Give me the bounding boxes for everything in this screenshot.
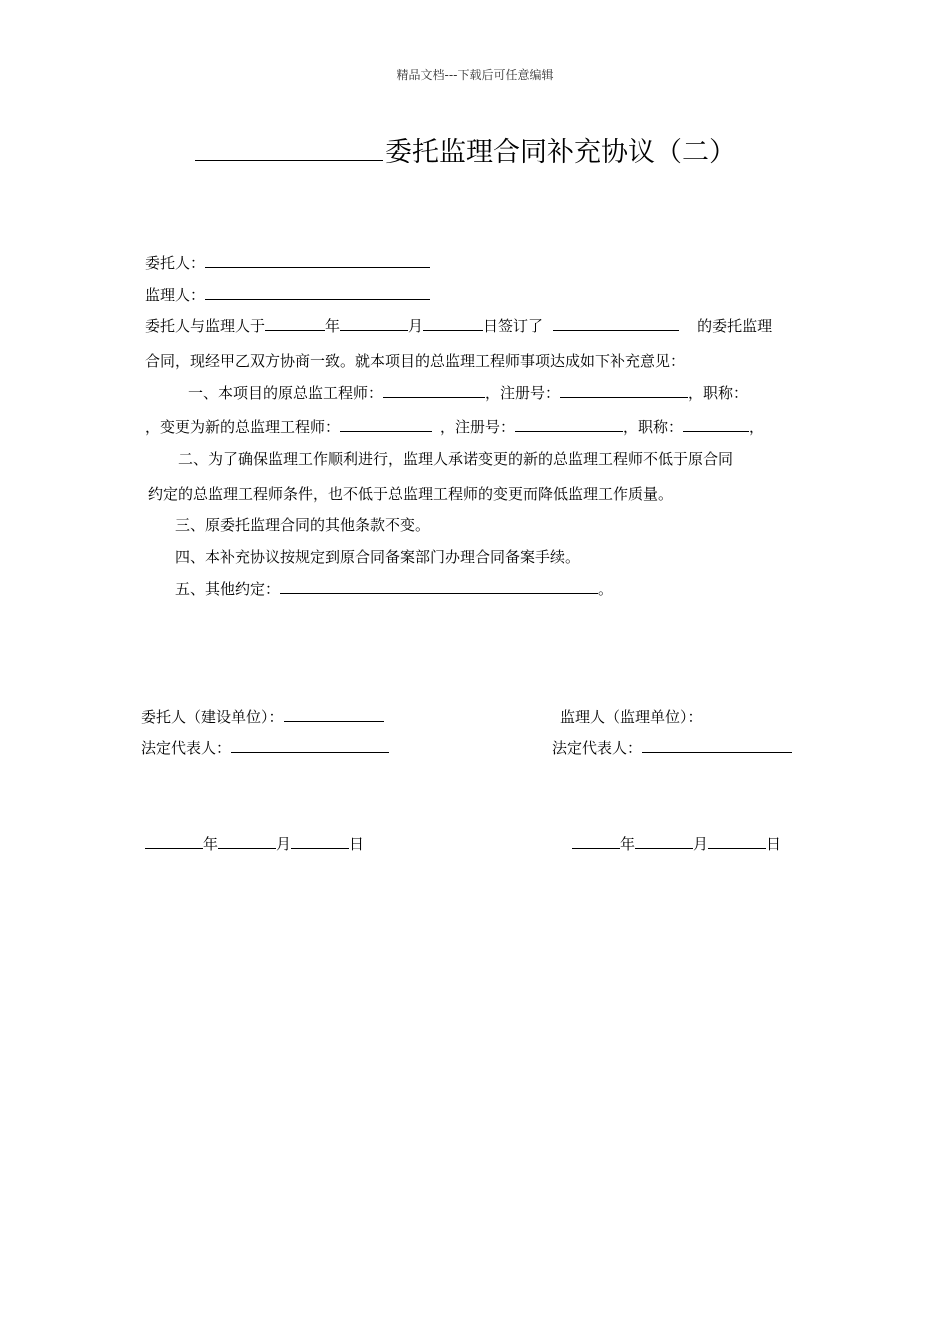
day-signed-label: 日签订了 <box>483 317 544 335</box>
supervisor-date-line <box>572 833 781 854</box>
supervisor-day-blank[interactable] <box>708 847 766 849</box>
client-label: 委托人： <box>145 254 206 272</box>
clause-5-prefix: 五、其他约定： <box>175 580 281 598</box>
client-rep-label: 法定代表人： <box>141 739 232 757</box>
client-blank[interactable] <box>205 266 430 268</box>
clause-1-end: ， <box>749 418 765 436</box>
client-day-label: 日 <box>349 835 365 853</box>
client-party-label: 委托人（建设单位）： <box>141 708 284 726</box>
new-reg-blank[interactable] <box>515 430 623 432</box>
intro-suffix: 的委托监理 <box>697 317 773 335</box>
clause-2-line-2: 约定的总监理工程师条件，也不低于总监理工程师的变更而降低监理工作质量。 <box>148 485 674 503</box>
month-label: 月 <box>408 317 424 335</box>
clause-5 <box>175 578 613 599</box>
intro-line-1 <box>145 315 772 336</box>
supervisor-blank[interactable] <box>205 298 430 300</box>
supervisor-year-blank[interactable] <box>572 847 620 849</box>
client-date-line <box>145 833 364 854</box>
title-label-2: ，职称： <box>623 418 684 436</box>
original-reg-blank[interactable] <box>560 396 688 398</box>
clause-5-end: 。 <box>598 580 614 598</box>
document-title <box>195 130 736 169</box>
supervisor-month-blank[interactable] <box>635 847 693 849</box>
new-engineer-blank[interactable] <box>340 430 432 432</box>
supervisor-year-label: 年 <box>620 835 636 853</box>
reg-label: ，注册号： <box>485 384 561 402</box>
header-watermark: 精品文档---下载后可任意编辑 <box>396 68 554 82</box>
client-month-blank[interactable] <box>218 847 276 849</box>
client-party-blank[interactable] <box>284 720 384 722</box>
client-year-blank[interactable] <box>145 847 203 849</box>
reg-label-2: ，注册号： <box>440 418 516 436</box>
sign-day-blank[interactable] <box>423 329 483 331</box>
original-engineer-blank[interactable] <box>383 396 485 398</box>
clause-3: 三、原委托监理合同的其他条款不变。 <box>175 516 431 534</box>
client-line <box>145 252 430 273</box>
client-rep-blank[interactable] <box>231 751 389 753</box>
supervisor-label: 监理人： <box>145 286 206 304</box>
sign-month-blank[interactable] <box>340 329 408 331</box>
supervisor-line <box>145 284 430 305</box>
title-label: ，职称： <box>688 384 749 402</box>
title-text: 委托监理合同补充协议（二） <box>385 137 736 168</box>
project-blank[interactable] <box>553 329 679 331</box>
year-label: 年 <box>325 317 341 335</box>
supervisor-rep-line <box>552 737 792 758</box>
intro-text: 委托人与监理人于 <box>145 317 266 335</box>
change-prefix: ，变更为新的总监理工程师： <box>145 418 341 436</box>
client-rep-line <box>141 737 389 758</box>
clause-2-line-1: 二、为了确保监理工作顺利进行，监理人承诺变更的新的总监理工程师不低于原合同 <box>178 450 734 468</box>
supervisor-rep-blank[interactable] <box>642 751 792 753</box>
supervisor-party-label: 监理人（监理单位）： <box>560 708 703 726</box>
client-party-line <box>141 706 384 727</box>
other-agreement-blank[interactable] <box>280 592 598 594</box>
client-day-blank[interactable] <box>291 847 349 849</box>
clause-1-line-1 <box>188 382 748 403</box>
clause-4: 四、本补充协议按规定到原合同备案部门办理合同备案手续。 <box>175 548 581 566</box>
supervisor-day-label: 日 <box>766 835 782 853</box>
project-name-blank[interactable] <box>195 159 383 161</box>
clause-1-line-2 <box>145 416 764 437</box>
client-year-label: 年 <box>203 835 219 853</box>
supervisor-month-label: 月 <box>693 835 709 853</box>
new-title-blank[interactable] <box>683 430 749 432</box>
sign-year-blank[interactable] <box>265 329 325 331</box>
supervisor-rep-label: 法定代表人： <box>552 739 643 757</box>
supervisor-party-line <box>560 706 703 727</box>
client-month-label: 月 <box>276 835 292 853</box>
clause-1-prefix: 一、本项目的原总监工程师： <box>188 384 384 402</box>
intro-line-2: 合同，现经甲乙双方协商一致。就本项目的总监理工程师事项达成如下补充意见： <box>145 352 686 370</box>
